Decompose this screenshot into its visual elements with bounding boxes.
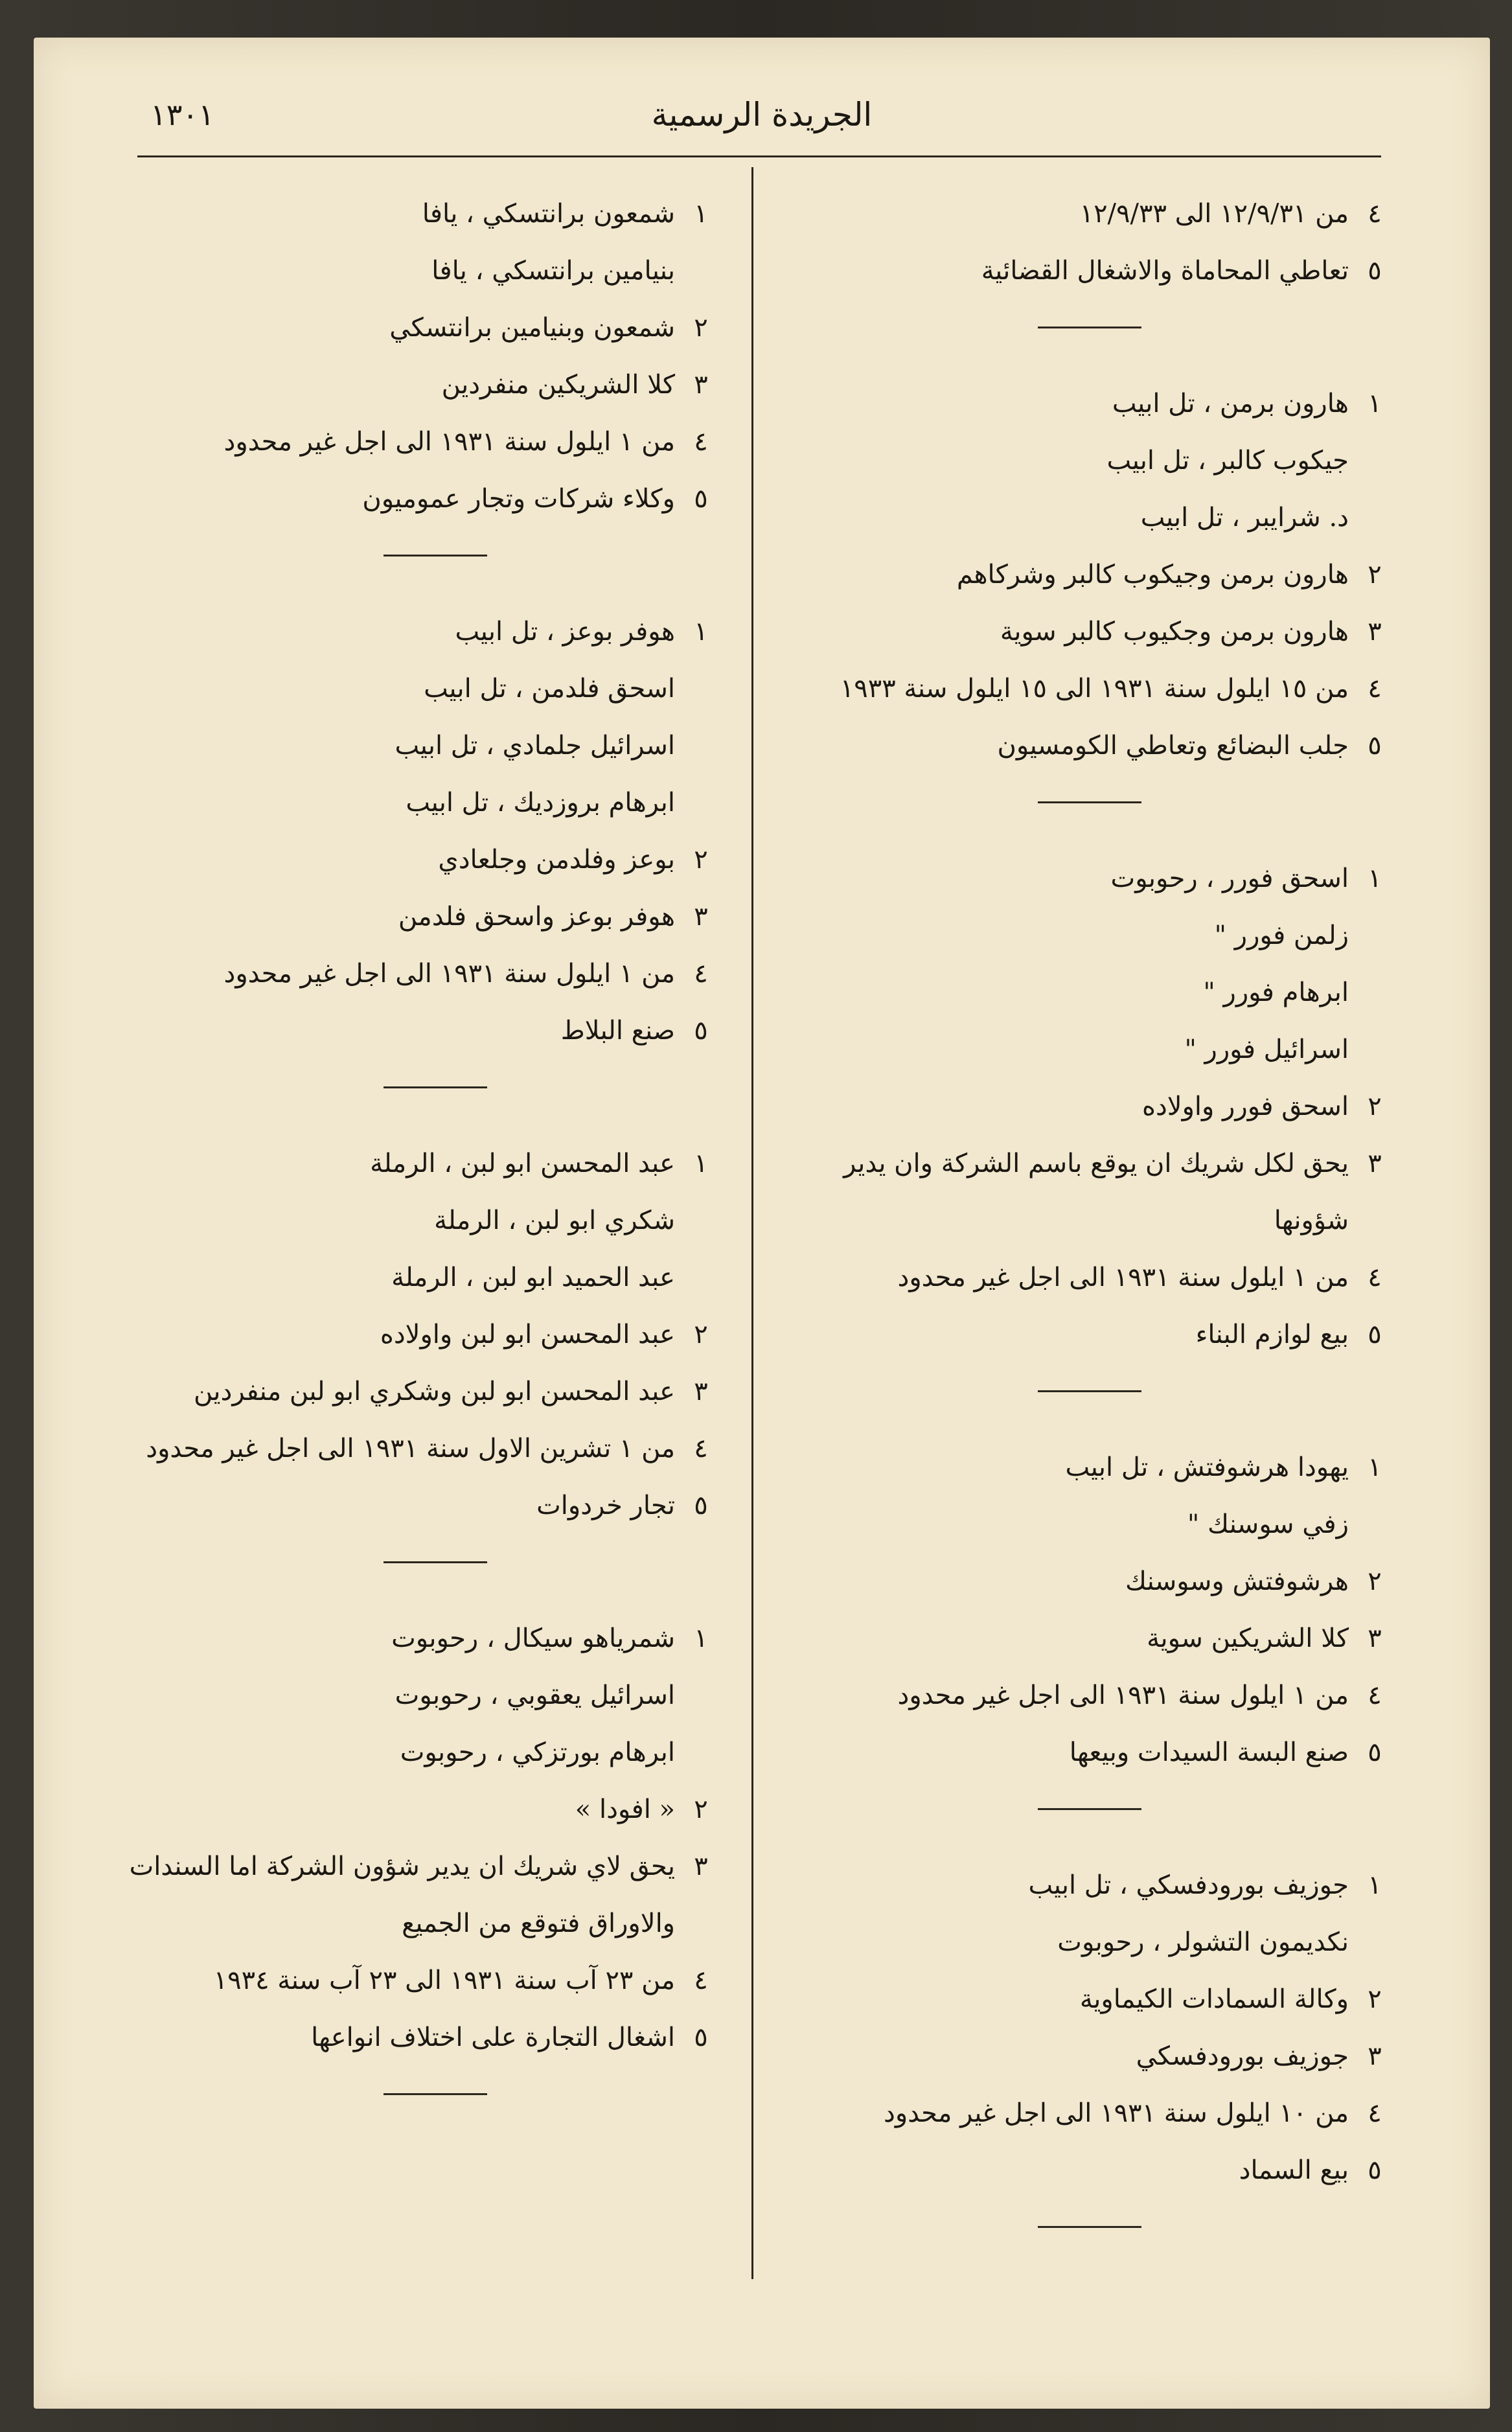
item-text: هارون برمن وجيكوب كالبر وشركاهم <box>956 560 1349 590</box>
item-number: ٤ <box>1368 199 1382 229</box>
item-text: هوفر بوعز واسحق فلدمن <box>398 902 675 932</box>
item-text: زفي سوسنك " <box>1187 1509 1349 1539</box>
item-text: جلب البضائع وتعاطي الكومسيون <box>997 731 1349 761</box>
entry-line <box>779 1021 1401 1078</box>
entry-line <box>144 1952 727 2009</box>
entry-line <box>144 774 727 831</box>
right-column-entry <box>779 375 1401 774</box>
item-number: ٣ <box>694 1377 708 1406</box>
item-text: اسحق فلدمن ، تل ابيب <box>424 674 675 704</box>
item-number: ٥ <box>694 1491 708 1520</box>
item-text: والاوراق فتوقع من الجميع <box>402 1909 675 1938</box>
right-column-entry <box>779 1439 1401 1781</box>
entry-line <box>144 242 727 299</box>
entry-line <box>779 432 1401 489</box>
item-text: نكديمون التشولر ، رحوبوت <box>1057 1927 1349 1957</box>
entry-line <box>779 185 1401 242</box>
item-text: بيع لوازم البناء <box>1195 1320 1349 1349</box>
entry-line <box>779 2142 1401 2199</box>
entry-line <box>779 1078 1401 1135</box>
entry-line <box>779 2085 1401 2142</box>
entry-line <box>779 1249 1401 1306</box>
item-text: اسرائيل فورر " <box>1184 1035 1349 1064</box>
item-text: هوفر بوعز ، تل ابيب <box>455 617 675 647</box>
item-text: بيع السماد <box>1239 2155 1349 2185</box>
entry-line <box>144 299 727 356</box>
item-number: ١ <box>1368 1452 1382 1482</box>
left-column-entry <box>144 185 727 527</box>
entry-line <box>779 1914 1401 1971</box>
entry-line <box>779 1553 1401 1610</box>
item-text: ابرهام بورتزكي ، رحوبوت <box>400 1738 675 1767</box>
entry-line <box>144 1135 727 1192</box>
item-number: ٥ <box>694 2023 708 2052</box>
item-text: يهودا هرشوفتش ، تل ابيب <box>1065 1452 1349 1482</box>
item-text: عبد المحسن ابو لبن ، الرملة <box>370 1149 675 1178</box>
entry-line <box>144 1249 727 1306</box>
entry-separator <box>1038 2226 1141 2228</box>
item-text: جوزيف بورودفسكي ، تل ابيب <box>1028 1870 1349 1900</box>
item-text: شكري ابو لبن ، الرملة <box>434 1206 675 1235</box>
entry-line <box>144 1002 727 1059</box>
item-text: اسرائيل يعقوبي ، رحوبوت <box>395 1681 675 1710</box>
entry-separator <box>384 555 487 556</box>
item-number: ١ <box>694 617 708 647</box>
item-number: ١ <box>1368 864 1382 893</box>
item-number: ٤ <box>1368 1681 1382 1710</box>
item-number: ١ <box>1368 1870 1382 1900</box>
item-number: ٥ <box>1368 1320 1382 1349</box>
item-number: ٤ <box>694 1966 708 1995</box>
left-column-entry <box>144 1135 727 1534</box>
header-rule <box>137 155 1381 157</box>
item-number: ٤ <box>1368 1263 1382 1292</box>
entry-line <box>144 1477 727 1534</box>
entry-separator <box>384 2093 487 2095</box>
page-number: ١٣٠١ <box>150 97 214 132</box>
item-text: بوعز وفلدمن وجلعادي <box>438 845 675 875</box>
entry-line <box>779 489 1401 546</box>
item-text: من ١ ايلول سنة ١٩٣١ الى اجل غير محدود <box>897 1681 1349 1710</box>
entry-line <box>144 1895 727 1952</box>
entry-line <box>779 1439 1401 1496</box>
item-text: من ٢٣ آب سنة ١٩٣١ الى ٢٣ آب سنة ١٩٣٤ <box>213 1966 675 1995</box>
item-text: د. شرايبر ، تل ابيب <box>1140 503 1349 533</box>
column-divider <box>751 167 753 2279</box>
entry-line <box>144 1192 727 1249</box>
entry-line <box>144 2009 727 2066</box>
item-text: اسرائيل جلمادي ، تل ابيب <box>395 731 675 761</box>
entry-line <box>779 717 1401 774</box>
left-column <box>129 185 727 2142</box>
item-number: ٢ <box>694 1795 708 1824</box>
right-column-entry <box>779 1857 1401 2199</box>
item-number: ٢ <box>1368 1566 1382 1596</box>
item-text: من ١ ايلول سنة ١٩٣١ الى اجل غير محدود <box>223 959 675 989</box>
entry-line <box>144 470 727 527</box>
item-number: ٥ <box>694 1016 708 1046</box>
item-number: ٢ <box>694 313 708 343</box>
item-text: كلا الشريكين منفردين <box>441 370 675 400</box>
entry-line <box>779 1724 1401 1781</box>
item-number: ٣ <box>1368 617 1382 647</box>
item-number: ٢ <box>1368 1984 1382 2014</box>
right-column <box>779 185 1401 2275</box>
entry-line <box>144 413 727 470</box>
item-text: من ١٥ ايلول سنة ١٩٣١ الى ١٥ ايلول سنة ١٩٣٣ <box>840 674 1349 704</box>
entry-line <box>779 242 1401 299</box>
item-text: من ١ تشرين الاول سنة ١٩٣١ الى اجل غير محدود <box>146 1434 675 1463</box>
item-text: وكلاء شركات وتجار عموميون <box>362 484 675 514</box>
item-text: جوزيف بورودفسكي <box>1136 2041 1349 2071</box>
item-text: ابرهام بروزديك ، تل ابيب <box>406 788 675 818</box>
item-text: شمرياهو سيكال ، رحوبوت <box>391 1623 675 1653</box>
entry-line <box>144 356 727 413</box>
entry-line <box>779 546 1401 603</box>
item-text: جيكوب كالبر ، تل ابيب <box>1106 446 1349 476</box>
item-number: ٣ <box>694 902 708 932</box>
entry-line <box>144 888 727 945</box>
entry-line <box>144 1724 727 1781</box>
entry-line <box>144 1420 727 1477</box>
item-number: ١ <box>694 1623 708 1653</box>
item-text: هارون برمن وجكيوب كالبر سوية <box>1000 617 1349 647</box>
item-number: ١ <box>694 199 708 229</box>
item-text: يحق لاي شريك ان يدير شؤون الشركة اما السندات <box>129 1852 675 1881</box>
entry-line <box>144 1306 727 1363</box>
entry-line <box>779 603 1401 660</box>
item-number: ٣ <box>694 1852 708 1881</box>
entry-line <box>779 375 1401 432</box>
item-number: ٣ <box>694 370 708 400</box>
entry-line <box>779 1610 1401 1667</box>
item-text: عبد الحميد ابو لبن ، الرملة <box>391 1263 675 1292</box>
item-text: زلمن فورر " <box>1214 921 1349 950</box>
item-number: ٣ <box>1368 1623 1382 1653</box>
entry-line <box>144 660 727 717</box>
entry-line <box>779 850 1401 907</box>
entry-separator <box>384 1086 487 1088</box>
entry-line <box>144 1781 727 1838</box>
item-text: من ١ ايلول سنة ١٩٣١ الى اجل غير محدود <box>897 1263 1349 1292</box>
item-number: ٤ <box>694 959 708 989</box>
item-number: ٤ <box>1368 674 1382 704</box>
item-text: اسحق فورر واولاده <box>1142 1092 1349 1121</box>
entry-separator <box>384 1561 487 1563</box>
entry-line <box>779 1306 1401 1363</box>
item-text: « افودا » <box>575 1795 675 1824</box>
entry-line <box>779 964 1401 1021</box>
item-number: ٥ <box>694 484 708 514</box>
item-text: شؤونها <box>1274 1206 1349 1235</box>
entry-line <box>779 1667 1401 1724</box>
entry-separator <box>1038 801 1141 803</box>
item-text: عبد المحسن ابو لبن واولاده <box>380 1320 675 1349</box>
entry-line <box>779 660 1401 717</box>
entry-line <box>779 1971 1401 2028</box>
item-number: ٥ <box>1368 1738 1382 1767</box>
gazette-page <box>34 38 1490 2409</box>
left-column-entry <box>144 603 727 1059</box>
item-number: ٢ <box>694 845 708 875</box>
entry-line <box>129 1838 727 1895</box>
item-number: ٥ <box>1368 731 1382 761</box>
item-text: كلا الشريكين سوية <box>1147 1623 1349 1653</box>
item-number: ١ <box>1368 389 1382 419</box>
item-text: شمعون برانتسكي ، يافا <box>422 199 675 229</box>
left-column-entry <box>129 1610 727 2066</box>
item-text: صنع البسة السيدات وبيعها <box>1069 1738 1349 1767</box>
item-number: ٣ <box>1368 2041 1382 2071</box>
item-text: صنع البلاط <box>560 1016 675 1046</box>
entry-line <box>779 1192 1401 1249</box>
item-text: هرشوفتش وسوسنك <box>1125 1566 1349 1596</box>
item-number: ٥ <box>1368 256 1382 286</box>
entry-line <box>144 1363 727 1420</box>
entry-separator <box>1038 1808 1141 1810</box>
item-number: ١ <box>694 1149 708 1178</box>
item-text: هارون برمن ، تل ابيب <box>1112 389 1349 419</box>
entry-line <box>779 1496 1401 1553</box>
item-text: اسحق فورر ، رحوبوت <box>1110 864 1349 893</box>
item-text: تجار خردوات <box>536 1491 675 1520</box>
entry-line <box>779 907 1401 964</box>
item-number: ٢ <box>694 1320 708 1349</box>
entry-line <box>779 1135 1401 1192</box>
item-number: ٢ <box>1368 1092 1382 1121</box>
entry-separator <box>1038 327 1141 328</box>
item-number: ٤ <box>694 1434 708 1463</box>
entry-line <box>144 1610 727 1667</box>
item-text: بنيامين برانتسكي ، يافا <box>431 256 675 286</box>
item-text: شمعون وبنيامين برانتسكي <box>389 313 675 343</box>
item-text: من ١٢/٩/٣١ الى ١٢/٩/٣٣ <box>1079 199 1349 229</box>
item-text: من ١ ايلول سنة ١٩٣١ الى اجل غير محدود <box>223 427 675 457</box>
item-text: وكالة السمادات الكيماوية <box>1079 1984 1349 2014</box>
entry-separator <box>1038 1390 1141 1392</box>
item-number: ٤ <box>1368 2098 1382 2128</box>
entry-line <box>144 603 727 660</box>
item-number: ٤ <box>694 427 708 457</box>
right-column-entry <box>779 185 1401 299</box>
item-text: ابرهام فورر " <box>1203 978 1349 1007</box>
item-number: ٣ <box>1368 1149 1382 1178</box>
item-number: ٢ <box>1368 560 1382 590</box>
item-text: عبد المحسن ابو لبن وشكري ابو لبن منفردين <box>193 1377 675 1406</box>
item-text: اشغال التجارة على اختلاف انواعها <box>311 2023 675 2052</box>
item-text: تعاطي المحاماة والاشغال القضائية <box>981 256 1349 286</box>
entry-line <box>144 185 727 242</box>
entry-line <box>144 831 727 888</box>
entry-line <box>779 2028 1401 2085</box>
item-text: من ١٠ ايلول سنة ١٩٣١ الى اجل غير محدود <box>884 2098 1349 2128</box>
entry-line <box>144 945 727 1002</box>
right-column-entry <box>779 850 1401 1363</box>
entry-line <box>779 1857 1401 1914</box>
entry-line <box>144 717 727 774</box>
item-number: ٥ <box>1368 2155 1382 2185</box>
page-title: الجريدة الرسمية <box>651 96 873 133</box>
item-text: يحق لكل شريك ان يوقع باسم الشركة وان يدير <box>843 1149 1349 1178</box>
entry-line <box>144 1667 727 1724</box>
